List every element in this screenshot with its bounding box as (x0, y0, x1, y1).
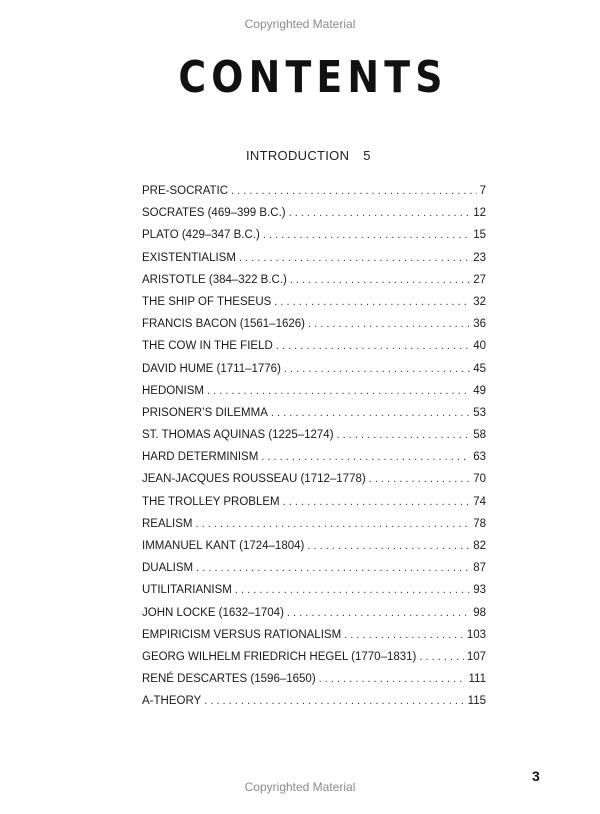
toc-entry-page: 15 (473, 229, 486, 242)
dot-leader (261, 446, 470, 468)
toc-entry-title: GEORG WILHELM FRIEDRICH HEGEL (1770–1831) (142, 650, 417, 663)
toc-entry (142, 579, 486, 601)
toc-entry-page: 107 (466, 650, 486, 663)
toc-entry (142, 557, 486, 579)
toc-entry (142, 535, 486, 557)
toc-entry (142, 646, 486, 668)
toc-entry (142, 180, 486, 202)
toc-entry-title: THE SHIP OF THESEUS (142, 295, 272, 308)
toc-entry-title: FRANCIS BACON (1561–1626) (142, 318, 305, 331)
toc-entry-title: HEDONISM (142, 384, 204, 397)
toc-entry (142, 335, 486, 357)
toc-entry-page: 111 (468, 673, 486, 686)
toc-entry (142, 468, 486, 490)
dot-leader (319, 668, 466, 690)
toc-entry-page: 12 (473, 207, 486, 220)
toc-entry (142, 513, 486, 535)
toc-entry-page: 27 (473, 273, 486, 286)
toc-entry (142, 424, 486, 446)
dot-leader (369, 468, 471, 490)
toc-entry-title: PRISONER’S DILEMMA (142, 406, 268, 419)
toc-entry-title: JOHN LOCKE (1632–1704) (142, 606, 284, 619)
toc-entry-title: HARD DETERMINISM (142, 451, 259, 464)
toc-entry-title: RENÉ DESCARTES (1596–1650) (142, 673, 316, 686)
toc-entry (142, 690, 486, 712)
toc-entry-title: DUALISM (142, 562, 194, 575)
toc-entry-page: 78 (473, 517, 486, 530)
dot-leader (231, 180, 477, 202)
toc-entry-title: EXISTENTIALISM (142, 251, 236, 264)
toc-entry-page: 23 (473, 251, 486, 264)
dot-leader (276, 335, 470, 357)
toc-entry-title: ST. THOMAS AQUINAS (1225–1274) (142, 429, 334, 442)
toc-entry-page: 93 (473, 584, 486, 597)
dot-leader (344, 624, 464, 646)
toc-entry-page: 87 (473, 562, 486, 575)
toc-entry-title: A-THEORY (142, 695, 202, 708)
dot-leader (235, 579, 470, 601)
toc-entry-title: UTILITARIANISM (142, 584, 232, 597)
dot-leader (290, 269, 470, 291)
dot-leader (337, 424, 471, 446)
toc-entry-title: SOCRATES (469–399 B.C.) (142, 207, 286, 220)
toc-entry-page: 40 (473, 340, 486, 353)
toc-entry-page: 74 (473, 495, 486, 508)
toc-entry-title: DAVID HUME (1711–1776) (142, 362, 281, 375)
toc-entry-page: 49 (473, 384, 486, 397)
copyright-watermark-top: Copyrighted Material (244, 17, 356, 31)
toc-entry (142, 358, 486, 380)
dot-leader (287, 602, 470, 624)
dot-leader (196, 557, 470, 579)
dot-leader (283, 491, 471, 513)
toc-entry-page: 63 (473, 451, 486, 464)
toc-entry (142, 269, 486, 291)
toc-entry-page: 58 (473, 429, 486, 442)
toc-entry-page: 98 (473, 606, 486, 619)
toc-entry (142, 380, 486, 402)
dot-leader (308, 313, 470, 335)
toc-entry-page: 36 (473, 318, 486, 331)
dot-leader (284, 358, 470, 380)
toc-entry (142, 247, 486, 269)
toc-entry-title: JEAN-JACQUES ROUSSEAU (1712–1778) (142, 473, 366, 486)
page-number: 3 (532, 768, 540, 784)
toc-entry (142, 624, 486, 646)
table-of-contents (142, 180, 486, 713)
toc-entry-title: PRE-SOCRATIC (142, 185, 229, 197)
toc-entry-page: 45 (473, 362, 486, 375)
toc-entry-title: ARISTOTLE (384–322 B.C.) (142, 273, 287, 286)
copyright-watermark-bottom: Copyrighted Material (244, 780, 356, 794)
toc-entry-title: IMMANUEL KANT (1724–1804) (142, 540, 305, 552)
toc-entry-page: 7 (479, 185, 486, 197)
toc-entry-title: THE TROLLEY PROBLEM (142, 495, 280, 508)
introduction-label: INTRODUCTION (246, 148, 350, 163)
toc-entry-page: 53 (473, 406, 486, 419)
toc-entry (142, 668, 486, 690)
toc-entry (142, 446, 486, 468)
dot-leader (239, 247, 470, 269)
toc-entry (142, 202, 486, 224)
toc-entry-page: 70 (473, 473, 486, 486)
dot-leader (263, 224, 470, 246)
toc-entry (142, 313, 486, 335)
toc-entry-page: 115 (467, 695, 486, 708)
toc-entry-title: EMPIRICISM VERSUS RATIONALISM (142, 628, 342, 641)
toc-entry-page: 103 (466, 628, 486, 641)
dot-leader (204, 690, 464, 712)
toc-entry (142, 602, 486, 624)
toc-entry-title: THE COW IN THE FIELD (142, 340, 273, 353)
toc-entry-title: REALISM (142, 517, 193, 530)
toc-entry-title: PLATO (429–347 B.C.) (142, 229, 260, 242)
toc-entry (142, 224, 486, 246)
toc-entry (142, 491, 486, 513)
dot-leader (271, 402, 470, 424)
dot-leader (207, 380, 470, 402)
dot-leader (196, 513, 471, 535)
page-title: CONTENTS (178, 52, 448, 103)
dot-leader (419, 646, 463, 668)
toc-entry (142, 291, 486, 313)
introduction-page: 5 (363, 148, 371, 163)
dot-leader (274, 291, 470, 313)
toc-entry-page: 32 (473, 295, 486, 308)
toc-entry (142, 402, 486, 424)
dot-leader (289, 202, 471, 224)
toc-introduction (246, 148, 371, 163)
toc-entry-page: 82 (473, 540, 486, 552)
dot-leader (307, 535, 470, 557)
